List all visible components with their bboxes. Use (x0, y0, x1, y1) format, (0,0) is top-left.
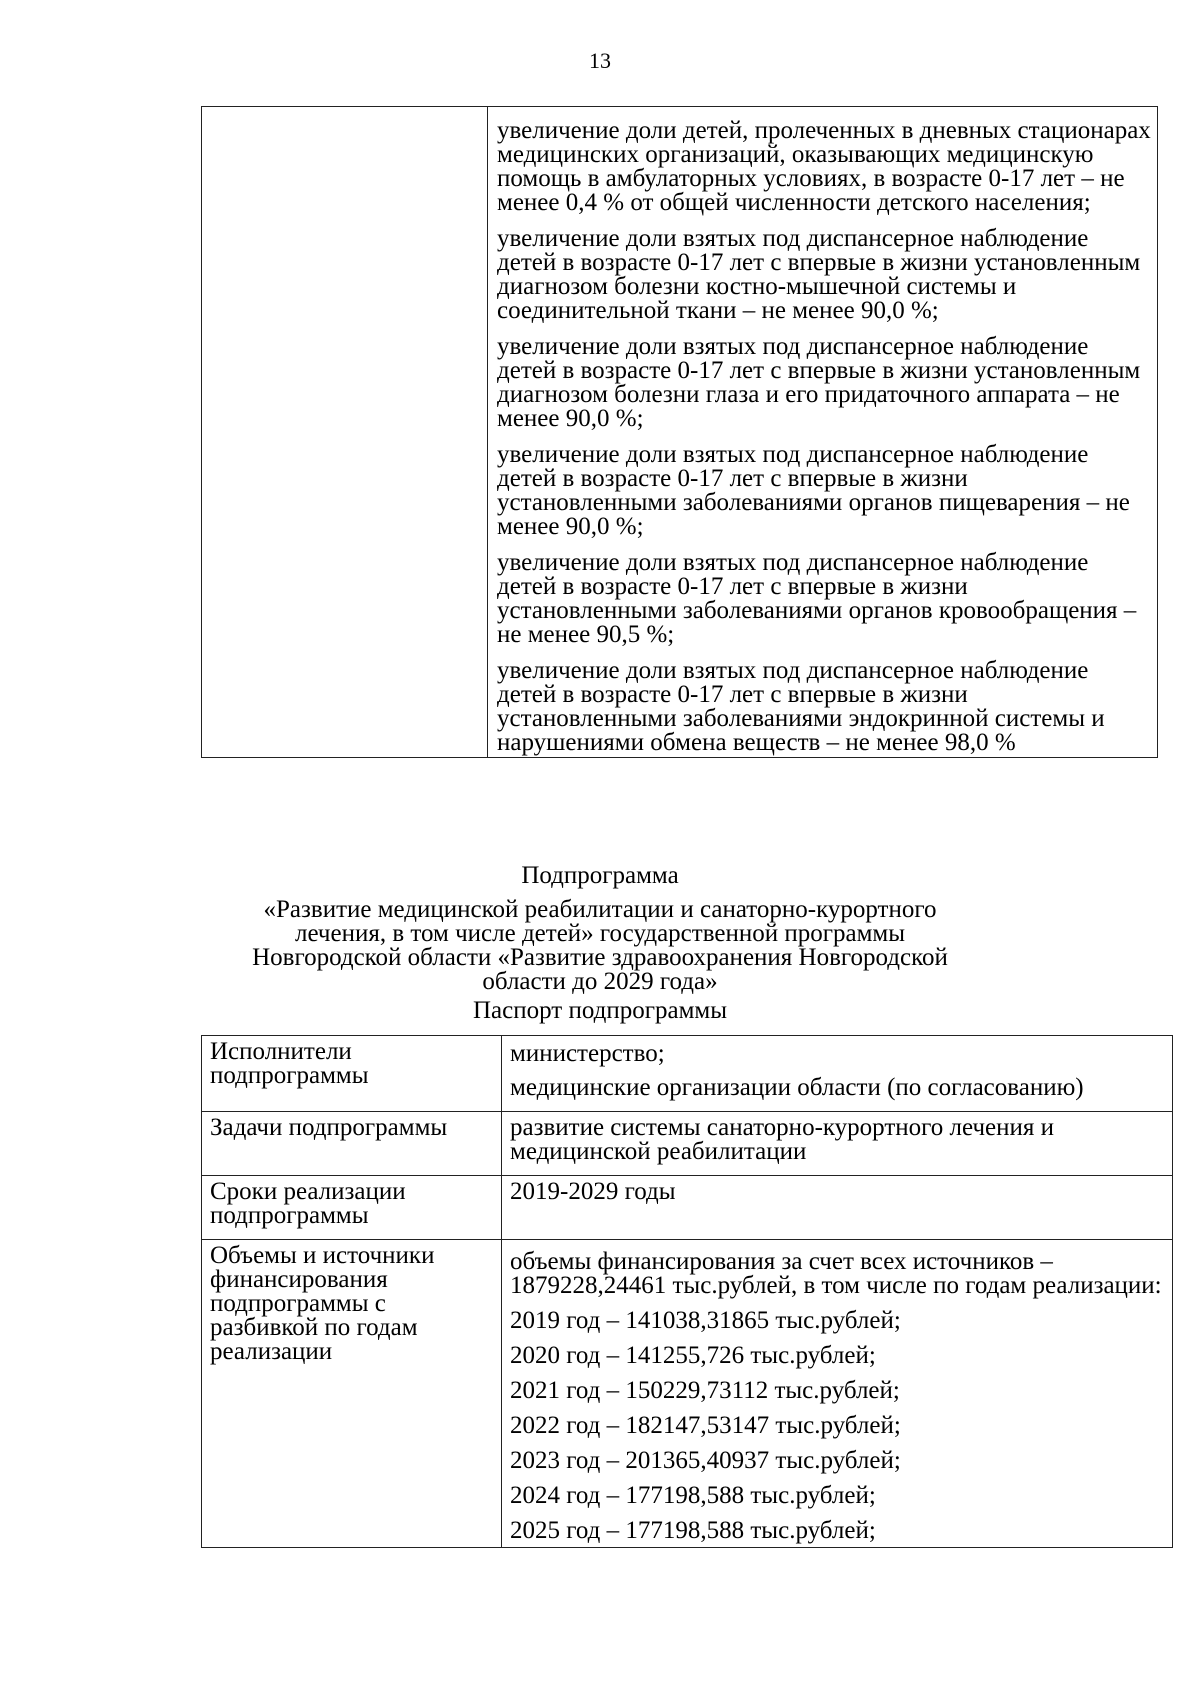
executor-item: медицинские организации области (по согласованию) (510, 1074, 1084, 1101)
goal-item: увеличение доли взятых под диспансерное наблюдение детей в возрасте 0-17 лет с впервые в жизни установленным диагнозом болезни глаза и его придаточного аппарата – не менее 90,0 %; (497, 333, 1141, 432)
funding-intro: объемы финансирования за счет всех источников – 1879228,24461 тыс.рублей, в том числе по годам реализации: (510, 1248, 1162, 1299)
goals-label-cell (202, 107, 488, 758)
passport-heading: Паспорт подпрограммы (472, 997, 728, 1024)
funding-year: 2025 год – 177198,588 тыс.рублей; (510, 1517, 876, 1544)
tasks-value: развитие системы санаторно-курортного лечения и медицинской реабилитации (502, 1112, 1173, 1176)
table-row (202, 1112, 1173, 1176)
table-row (202, 1176, 1173, 1240)
terms-value: 2019-2029 годы (502, 1176, 1173, 1240)
funding-label: Объемы и источники финансирования подпрограммы с разбивкой по годам реализации (202, 1240, 502, 1548)
goal-item: увеличение доли взятых под диспансерное наблюдение детей в возрасте 0-17 лет с впервые в жизни установленными заболеваниями органов кровообращения – не менее 90,5 %; (497, 549, 1137, 648)
passport-table (201, 1035, 1173, 1548)
funding-year: 2023 год – 201365,40937 тыс.рублей; (510, 1447, 901, 1474)
goal-item: увеличение доли взятых под диспансерное наблюдение детей в возрасте 0-17 лет с впервые в жизни установленными заболеваниями эндокринной системы и нарушениями обмена веществ – не менее 98,0 % (497, 657, 1105, 756)
funding-value (502, 1240, 1173, 1548)
executor-item: министерство; (510, 1040, 665, 1067)
goal-item: увеличение доли детей, пролеченных в дневных стационарах медицинских организаций, оказывающих медицинскую помощь в амбулаторных условиях, в возрасте 0-17 лет – не менее 0,4 % от общей численности детского населения; (497, 117, 1151, 216)
table-row (202, 1240, 1173, 1548)
funding-year: 2019 год – 141038,31865 тыс.рублей; (510, 1307, 901, 1334)
goals-value-cell (488, 107, 1158, 758)
subprogram-title: «Развитие медицинской реабилитации и санаторно-курортного лечения, в том числе детей» государственной программы Новгородской области «Развитие здравоохранения Новгородской области до 2029 года» (252, 896, 948, 995)
subprogram-label: Подпрограмма (521, 862, 679, 889)
funding-year: 2021 год – 150229,73112 тыс.рублей; (510, 1377, 900, 1404)
goal-item: увеличение доли взятых под диспансерное наблюдение детей в возрасте 0-17 лет с впервые в жизни установленными заболеваниями органов пищеварения – не менее 90,0 %; (497, 441, 1130, 540)
tasks-label: Задачи подпрограммы (202, 1112, 502, 1176)
executors-label: Исполнители подпрограммы (202, 1036, 502, 1112)
funding-year: 2024 год – 177198,588 тыс.рублей; (510, 1482, 876, 1509)
goals-table (201, 106, 1158, 758)
funding-year: 2022 год – 182147,53147 тыс.рублей; (510, 1412, 901, 1439)
goal-item: увеличение доли взятых под диспансерное наблюдение детей в возрасте 0-17 лет с впервые в жизни установленным диагнозом болезни костно-мышечной системы и соединительной ткани – не менее 90,0 %; (497, 225, 1141, 324)
terms-label: Сроки реализации подпрограммы (202, 1176, 502, 1240)
goals-row (202, 107, 1158, 758)
executors-value (502, 1036, 1173, 1112)
funding-year: 2020 год – 141255,726 тыс.рублей; (510, 1342, 876, 1369)
table-row (202, 1036, 1173, 1112)
page-number: 13 (589, 48, 611, 73)
